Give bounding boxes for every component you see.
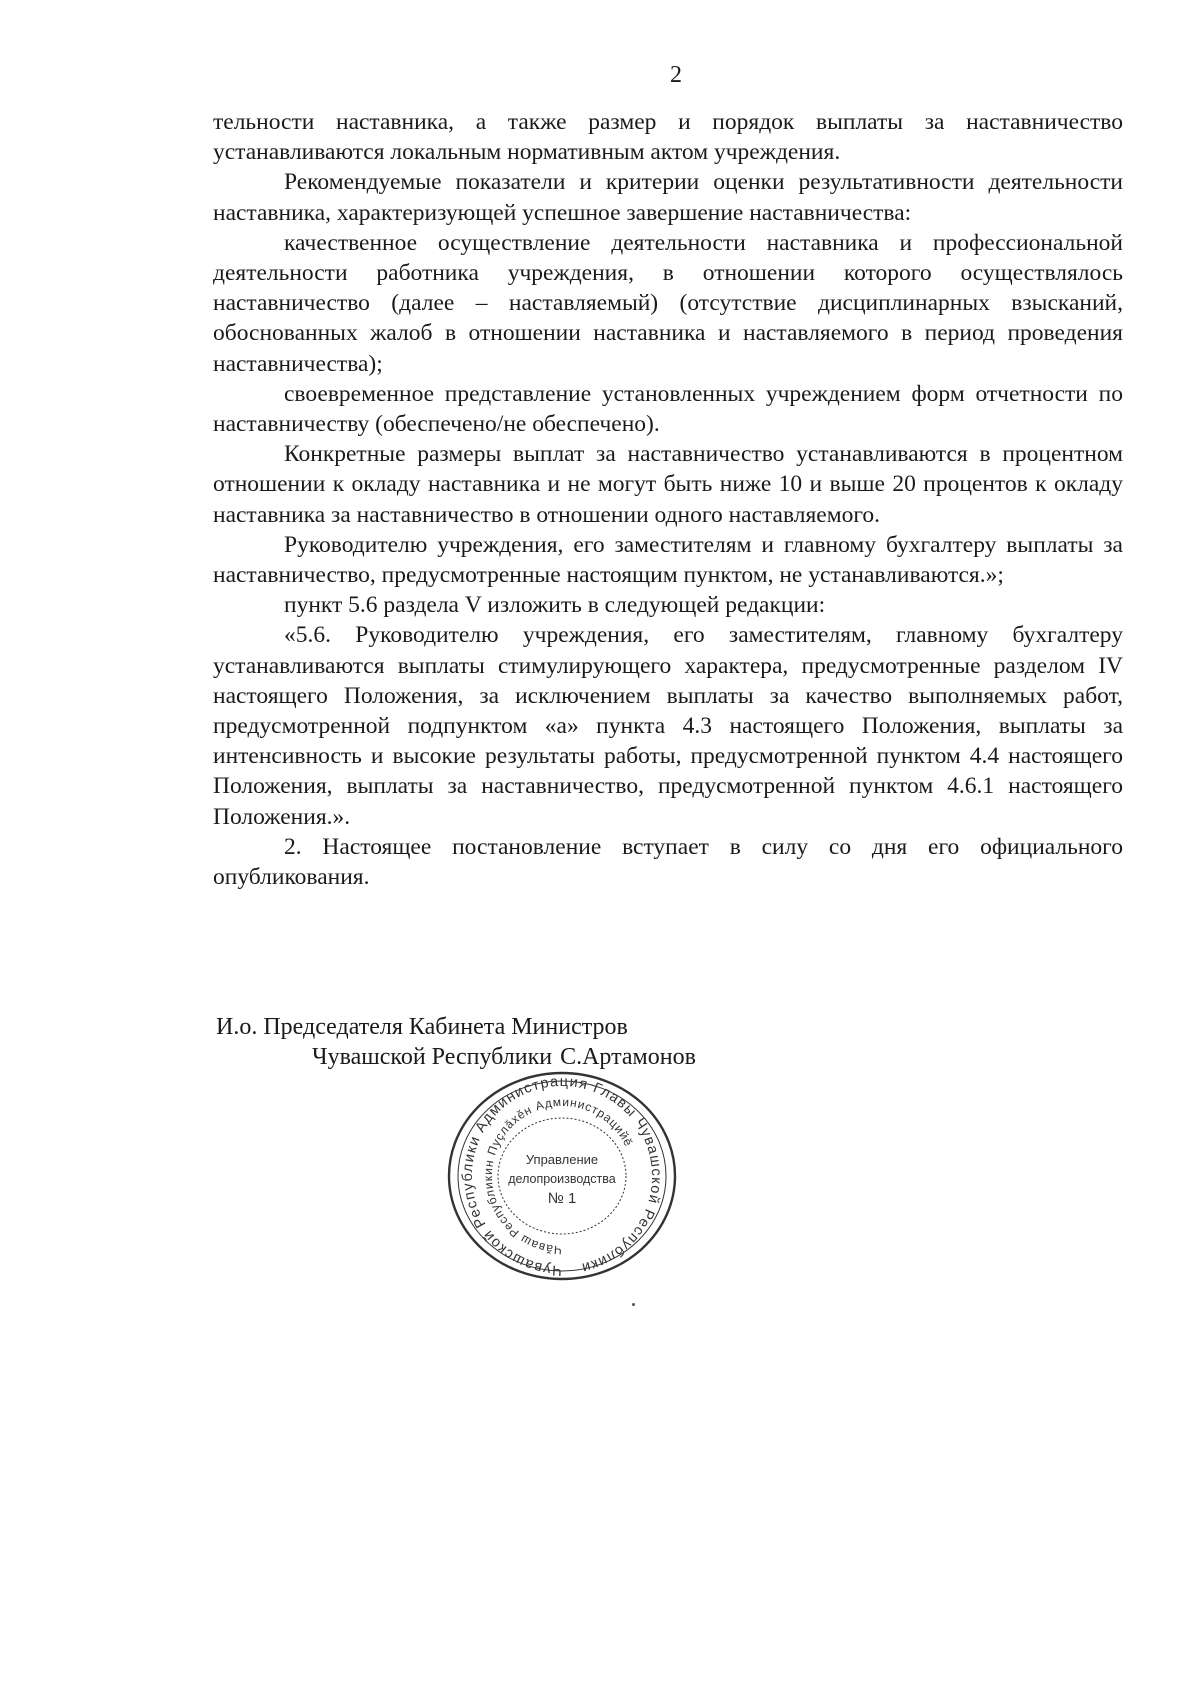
seal-outer-text: Чувашской Республики Администрация Главы Чувашской Республики [459,1073,665,1279]
official-seal [443,1069,681,1283]
paragraph: своевременное представление установленных учреждением форм отчетности по наставничеству (обеспечено/не обеспечено). [213,380,1123,438]
scan-speck [632,1303,635,1306]
seal-graphic [443,1069,681,1283]
signatory-name: С.Артамонов [560,1044,696,1070]
seal-center-line2: делопроизводства [508,1172,616,1186]
signatory-title: И.о. Председателя Кабинета Министров [216,1014,628,1040]
paragraph: Руководителю учреждения, его заместителям и главному бухгалтеру выплаты за наставничество, предусмотренные настоящим пунктом, не устанавливаются.»; [213,531,1123,589]
paragraph: Рекомендуемые показатели и критерии оценки результативности деятельности наставника, характеризующей успешное завершение наставничества: [213,169,1123,226]
paragraph: пункт 5.6 раздела V изложить в следующей редакции: [284,592,826,619]
seal-inner-text: Чăваш Республикин Пуçлăхĕн Администрацийĕ [480,1094,636,1258]
seal-center-line1: Управление [525,1152,599,1167]
page-number: 2 [670,62,682,88]
paragraph: 2. Настоящее постановление вступает в силу со дня его официального опубликования. [213,833,1123,891]
paragraph: тельности наставника, а также размер и порядок выплаты за наставничество устанавливаются локальным нормативным актом учреждения. [213,109,1123,166]
signatory-republic: Чувашской Республики [312,1044,553,1070]
signatory-title-line2 [216,1042,696,1072]
seal-center-line3: № 1 [547,1190,577,1207]
paragraph: «5.6. Руководителю учреждения, его заместителям, главному бухгалтеру устанавливаются выплаты стимулирующего характера, предусмотренные разделом IV настоящего Положения, за исключением выплаты за качество выполняемых работ, предусмотренной подпунктом «а» пункта 4.3 настоящего Положения, выплаты за интенсивность и высокие результаты работы, предусмотренной пунктом 4.4 настоящего Положения, выплаты за наставничество, предусмотренной пунктом 4.6.1 настоящего Положения.». [213,622,1123,830]
document-body [213,107,1123,892]
paragraph: Конкретные размеры выплат за наставничество устанавливаются в процентном отношении к окладу наставника и не могут быть ниже 10 и выше 20 процентов к окладу наставника за наставничество в отношении одного наставляемого. [213,441,1123,528]
paragraph: качественное осуществление деятельности наставника и профессиональной деятельности работника учреждения, в отношении которого осуществлялось наставничество (далее – наставляемый) (отсутствие дисциплинарных взысканий, обоснованных жалоб в отношении наставника и наставляемого в период проведения наставничества); [213,229,1123,377]
signature-block [216,1012,696,1072]
